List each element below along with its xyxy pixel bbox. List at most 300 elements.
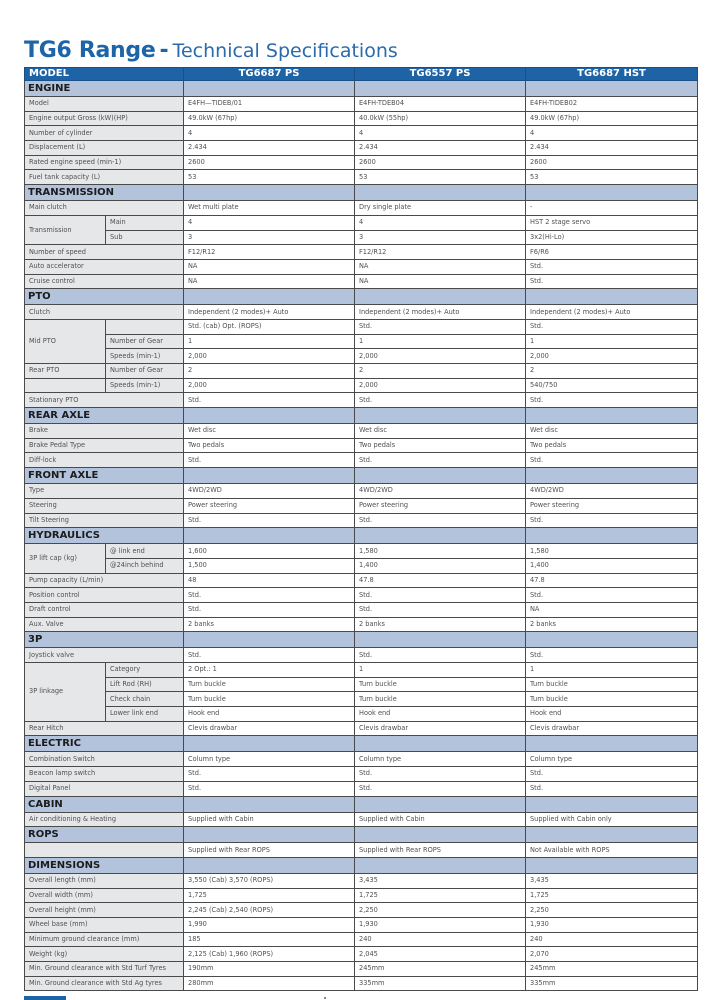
spec-value: 2 banks <box>355 617 526 632</box>
section-band-cell <box>526 528 698 544</box>
section-band-cell <box>184 81 355 97</box>
section-band-cell <box>355 857 526 873</box>
spec-row <box>25 453 698 468</box>
spec-value: Std. <box>184 602 355 617</box>
spec-value: 185 <box>184 932 355 947</box>
spec-value: 1,930 <box>526 917 698 932</box>
spec-value: Two pedals <box>355 438 526 453</box>
spec-value: Turn buckle <box>526 692 698 707</box>
spec-value: Dry single plate <box>355 201 526 216</box>
spec-row <box>25 976 698 991</box>
spec-value: Column type <box>184 752 355 767</box>
spec-value: 2,000 <box>355 349 526 364</box>
section-band-cell <box>355 827 526 843</box>
spec-value: Std. <box>184 648 355 663</box>
spec-row <box>25 903 698 918</box>
section-title: TRANSMISSION <box>25 185 184 201</box>
page-title <box>24 38 398 66</box>
spec-value: 2,070 <box>526 947 698 962</box>
spec-row <box>25 319 698 334</box>
section-band-cell <box>184 289 355 305</box>
spec-label: Position control <box>25 588 184 603</box>
spec-value: Std. <box>184 513 355 528</box>
spec-value: E4FH—TIDEB/01 <box>184 97 355 112</box>
spec-label: Diff-lock <box>25 453 184 468</box>
section-row-pto <box>25 289 698 305</box>
spec-value: 2600 <box>355 155 526 170</box>
spec-row <box>25 677 698 692</box>
spec-label: Rated engine speed (min-1) <box>25 155 184 170</box>
section-row-electric <box>25 736 698 752</box>
spec-row <box>25 230 698 245</box>
spec-value: 49.0kW (67hp) <box>526 111 698 126</box>
spec-row <box>25 155 698 170</box>
spec-value: 1 <box>526 663 698 678</box>
spec-label: Min. Ground clearance with Std Turf Tyres <box>25 962 184 977</box>
spec-value: Wet disc <box>526 424 698 439</box>
spec-value: Std. <box>526 274 698 289</box>
spec-value: Std. <box>526 648 698 663</box>
spec-row <box>25 721 698 736</box>
spec-value: Std. <box>355 588 526 603</box>
spec-value: - <box>526 201 698 216</box>
spec-value: 3,435 <box>355 873 526 888</box>
spec-label: Tilt Steering <box>25 513 184 528</box>
spec-value: 1,725 <box>526 888 698 903</box>
spec-value: Std. <box>184 588 355 603</box>
spec-value: Wet disc <box>184 424 355 439</box>
spec-label: Pump capacity (L/min) <box>25 573 184 588</box>
spec-value: Std. <box>355 319 526 334</box>
spec-value: 2 Opt.: 1 <box>184 663 355 678</box>
spec-value: 1,400 <box>526 558 698 573</box>
spec-value: Std. <box>355 767 526 782</box>
spec-value: 4 <box>184 126 355 141</box>
spec-row <box>25 513 698 528</box>
spec-label: Joystick valve <box>25 648 184 663</box>
spec-value: 1,600 <box>184 544 355 559</box>
spec-value: 4 <box>355 126 526 141</box>
section-band-cell <box>526 289 698 305</box>
spec-row <box>25 111 698 126</box>
spec-label: Steering <box>25 498 184 513</box>
spec-value: 1,580 <box>526 544 698 559</box>
spec-group-label: Transmission <box>25 215 106 244</box>
spec-value: 245mm <box>355 962 526 977</box>
spec-row <box>25 588 698 603</box>
spec-value: Power steering <box>355 498 526 513</box>
spec-label: Main clutch <box>25 201 184 216</box>
spec-label: Brake Pedal Type <box>25 438 184 453</box>
spec-value: Std. <box>355 513 526 528</box>
spec-row <box>25 393 698 408</box>
spec-value: Turn buckle <box>355 677 526 692</box>
spec-row <box>25 843 698 858</box>
spec-value: Std. <box>355 781 526 796</box>
title-dash: - <box>159 38 169 63</box>
spec-row <box>25 962 698 977</box>
spec-value: Independent (2 modes)+ Auto <box>355 305 526 320</box>
spec-value: 3,550 (Cab) 3,570 (ROPS) <box>184 873 355 888</box>
spec-value: Turn buckle <box>184 677 355 692</box>
spec-value: Independent (2 modes)+ Auto <box>526 305 698 320</box>
spec-value: 2600 <box>184 155 355 170</box>
spec-value: Std. <box>355 453 526 468</box>
spec-row <box>25 349 698 364</box>
spec-value: Column type <box>526 752 698 767</box>
spec-row <box>25 334 698 349</box>
section-band-cell <box>526 736 698 752</box>
spec-row <box>25 498 698 513</box>
model-column-header: TG6557 PS <box>355 68 526 81</box>
spec-value: 4WD/2WD <box>355 484 526 499</box>
spec-value: 2 banks <box>526 617 698 632</box>
spec-value: 2.434 <box>184 141 355 156</box>
section-band-cell <box>184 857 355 873</box>
spec-label: Overall width (mm) <box>25 888 184 903</box>
spec-value: Std. <box>184 453 355 468</box>
section-band-cell <box>184 736 355 752</box>
section-band-cell <box>184 827 355 843</box>
section-title: ELECTRIC <box>25 736 184 752</box>
spec-row <box>25 873 698 888</box>
section-band-cell <box>526 81 698 97</box>
spec-value: 1,500 <box>184 558 355 573</box>
spec-value: 1,990 <box>184 917 355 932</box>
spec-value: 335mm <box>526 976 698 991</box>
spec-value: Std. <box>526 588 698 603</box>
spec-row <box>25 917 698 932</box>
spec-row <box>25 707 698 722</box>
spec-value: 2,250 <box>526 903 698 918</box>
spec-row <box>25 141 698 156</box>
spec-group-label: Rear PTO <box>25 364 106 379</box>
spec-row <box>25 378 698 393</box>
spec-label: Number of speed <box>25 245 184 260</box>
spec-sub-label: Speeds (min-1) <box>106 349 184 364</box>
spec-value: Two pedals <box>184 438 355 453</box>
section-band-cell <box>355 81 526 97</box>
spec-sub-label: @ link end <box>106 544 184 559</box>
spec-value: Turn buckle <box>355 692 526 707</box>
spec-row <box>25 767 698 782</box>
section-band-cell <box>526 827 698 843</box>
model-column-header: TG6687 PS <box>184 68 355 81</box>
spec-value: 3x2(Hi-Lo) <box>526 230 698 245</box>
spec-value: Std. <box>526 767 698 782</box>
section-title: FRONT AXLE <box>25 468 184 484</box>
spec-value: Column type <box>355 752 526 767</box>
spec-value: Not Available with ROPS <box>526 843 698 858</box>
title-subtitle: Technical Specifications <box>172 40 398 62</box>
spec-value: 2,250 <box>355 903 526 918</box>
spec-row <box>25 648 698 663</box>
spec-value: Supplied with Cabin <box>355 812 526 827</box>
spec-row <box>25 932 698 947</box>
spec-row <box>25 617 698 632</box>
title-range: TG6 Range <box>24 38 156 63</box>
spec-row <box>25 364 698 379</box>
spec-row <box>25 888 698 903</box>
spec-value: 335mm <box>355 976 526 991</box>
spec-value: Wet multi plate <box>184 201 355 216</box>
spec-value: Turn buckle <box>184 692 355 707</box>
spec-row <box>25 305 698 320</box>
spec-value: 47.8 <box>355 573 526 588</box>
spec-row <box>25 97 698 112</box>
section-title: ENGINE <box>25 81 184 97</box>
section-band-cell <box>184 796 355 812</box>
spec-value: Std. <box>184 393 355 408</box>
spec-value: Supplied with Rear ROPS <box>355 843 526 858</box>
spec-row <box>25 201 698 216</box>
spec-value: 2,000 <box>184 349 355 364</box>
spec-row <box>25 781 698 796</box>
spec-value: Hook end <box>355 707 526 722</box>
spec-value: Two pedals <box>526 438 698 453</box>
spec-row <box>25 558 698 573</box>
section-title: DIMENSIONS <box>25 857 184 873</box>
spec-row <box>25 812 698 827</box>
spec-value: 4 <box>526 126 698 141</box>
spec-value: 4 <box>355 215 526 230</box>
section-row-rear-axle <box>25 408 698 424</box>
spec-value: 4WD/2WD <box>526 484 698 499</box>
spec-value: 53 <box>526 170 698 185</box>
spec-value: Hook end <box>184 707 355 722</box>
spec-value: Std. <box>184 781 355 796</box>
spec-label: Minimum ground clearance (mm) <box>25 932 184 947</box>
spec-row <box>25 752 698 767</box>
spec-sub-label: Number of Gear <box>106 364 184 379</box>
spec-group-label-empty <box>25 378 106 393</box>
spec-value: Std. <box>526 259 698 274</box>
section-band-cell <box>184 468 355 484</box>
section-row-front-axle <box>25 468 698 484</box>
section-band-cell <box>526 632 698 648</box>
spec-label: Min. Ground clearance with Std Ag tyres <box>25 976 184 991</box>
spec-row <box>25 424 698 439</box>
spec-value: Std. <box>526 453 698 468</box>
spec-row <box>25 663 698 678</box>
spec-value: Power steering <box>526 498 698 513</box>
spec-value: Supplied with Cabin <box>184 812 355 827</box>
spec-value: NA <box>184 274 355 289</box>
spec-sub-label: Lift Rod (RH) <box>106 677 184 692</box>
section-row-dimensions <box>25 857 698 873</box>
spec-label: Cruise control <box>25 274 184 289</box>
spec-row <box>25 215 698 230</box>
spec-value: 53 <box>355 170 526 185</box>
section-band-cell <box>355 468 526 484</box>
spec-sub-label: Speeds (min-1) <box>106 378 184 393</box>
spec-label: Overall length (mm) <box>25 873 184 888</box>
spec-value: 190mm <box>184 962 355 977</box>
spec-label: Draft control <box>25 602 184 617</box>
spec-value: Std. <box>526 319 698 334</box>
section-band-cell <box>184 185 355 201</box>
section-band-cell <box>526 408 698 424</box>
spec-label: Rear Hitch <box>25 721 184 736</box>
spec-value: 2,000 <box>526 349 698 364</box>
spec-value: 2 <box>526 364 698 379</box>
section-band-cell <box>355 289 526 305</box>
section-band-cell <box>184 408 355 424</box>
spec-label: Stationary PTO <box>25 393 184 408</box>
spec-value: 1,580 <box>355 544 526 559</box>
spec-value: Turn buckle <box>526 677 698 692</box>
spec-label: Brake <box>25 424 184 439</box>
spec-label: Wheel base (mm) <box>25 917 184 932</box>
spec-label <box>25 843 184 858</box>
spec-sub-label: Number of Gear <box>106 334 184 349</box>
spec-value: 3,435 <box>526 873 698 888</box>
section-band-cell <box>355 528 526 544</box>
spec-value: 47.8 <box>526 573 698 588</box>
spec-value: F12/R12 <box>184 245 355 260</box>
spec-label: Weight (kg) <box>25 947 184 962</box>
spec-value: 2.434 <box>355 141 526 156</box>
spec-value: Std. <box>526 393 698 408</box>
spec-value: 1,725 <box>355 888 526 903</box>
spec-row <box>25 438 698 453</box>
spec-value: Clevis drawbar <box>526 721 698 736</box>
spec-label: Aux. Valve <box>25 617 184 632</box>
spec-group-label: Mid PTO <box>25 319 106 363</box>
spec-value: Std. <box>526 781 698 796</box>
spec-value: 240 <box>526 932 698 947</box>
spec-value: 49.0kW (67hp) <box>184 111 355 126</box>
spec-value: Std. <box>355 393 526 408</box>
section-title: CABIN <box>25 796 184 812</box>
spec-value: NA <box>355 259 526 274</box>
spec-sub-label: @24inch behind <box>106 558 184 573</box>
spec-value: 2.434 <box>526 141 698 156</box>
spec-table <box>24 67 698 991</box>
section-band-cell <box>526 468 698 484</box>
section-band-cell <box>355 408 526 424</box>
spec-value: E4FH-TDEB04 <box>355 97 526 112</box>
spec-value: E4FH-TIDEB02 <box>526 97 698 112</box>
spec-value: 1 <box>355 334 526 349</box>
spec-row <box>25 544 698 559</box>
spec-value: 3 <box>184 230 355 245</box>
spec-value: NA <box>526 602 698 617</box>
spec-row <box>25 259 698 274</box>
spec-label: Type <box>25 484 184 499</box>
spec-value: 1 <box>184 334 355 349</box>
spec-label: Air conditioning & Heating <box>25 812 184 827</box>
section-band-cell <box>526 857 698 873</box>
spec-value: 2600 <box>526 155 698 170</box>
section-band-cell <box>355 632 526 648</box>
spec-value: Hook end <box>526 707 698 722</box>
section-title: PTO <box>25 289 184 305</box>
spec-label: Displacement (L) <box>25 141 184 156</box>
spec-value: 240 <box>355 932 526 947</box>
spec-value: 540/750 <box>526 378 698 393</box>
spec-value: Std. <box>526 513 698 528</box>
spec-value: 1,725 <box>184 888 355 903</box>
section-band-cell <box>184 632 355 648</box>
section-band-cell <box>355 185 526 201</box>
spec-value: 280mm <box>184 976 355 991</box>
spec-value: Supplied with Rear ROPS <box>184 843 355 858</box>
spec-value: NA <box>184 259 355 274</box>
spec-sub-label: Check chain <box>106 692 184 707</box>
spec-value: Std. <box>355 648 526 663</box>
spec-value: 1 <box>355 663 526 678</box>
spec-value: 4WD/2WD <box>184 484 355 499</box>
spec-value: F6/R6 <box>526 245 698 260</box>
section-row-cabin <box>25 796 698 812</box>
spec-label: Overall height (mm) <box>25 903 184 918</box>
spec-value: Std. <box>355 602 526 617</box>
spec-value: 1,400 <box>355 558 526 573</box>
spec-label: Model <box>25 97 184 112</box>
spec-value: Power steering <box>184 498 355 513</box>
spec-sub-label <box>106 319 184 334</box>
section-row-three-p <box>25 632 698 648</box>
spec-value: 1 <box>526 334 698 349</box>
spec-value: Std. <box>184 767 355 782</box>
spec-label: Digital Panel <box>25 781 184 796</box>
spec-label: Auto accelerator <box>25 259 184 274</box>
section-band-cell <box>526 796 698 812</box>
spec-value: Clevis drawbar <box>355 721 526 736</box>
model-header: MODEL <box>25 68 184 81</box>
spec-value: 40.0kW (55hp) <box>355 111 526 126</box>
section-row-hydraulics <box>25 528 698 544</box>
spec-value: 3 <box>355 230 526 245</box>
section-row-transmission <box>25 185 698 201</box>
header-row <box>25 68 698 81</box>
spec-value: 48 <box>184 573 355 588</box>
spec-value: 1,930 <box>355 917 526 932</box>
footer-page-marker <box>324 997 326 999</box>
spec-label: Number of cylinder <box>25 126 184 141</box>
section-band-cell <box>355 796 526 812</box>
spec-value: 2,000 <box>355 378 526 393</box>
spec-value: Wet disc <box>355 424 526 439</box>
spec-label: Engine output Gross (kW)(HP) <box>25 111 184 126</box>
spec-row <box>25 602 698 617</box>
model-column-header: TG6687 HST <box>526 68 698 81</box>
spec-value: F12/R12 <box>355 245 526 260</box>
spec-row <box>25 573 698 588</box>
spec-value: HST 2 stage servo <box>526 215 698 230</box>
spec-label: Fuel tank capacity (L) <box>25 170 184 185</box>
spec-sub-label: Sub <box>106 230 184 245</box>
spec-value: NA <box>355 274 526 289</box>
spec-value: 4 <box>184 215 355 230</box>
spec-row <box>25 245 698 260</box>
spec-row <box>25 274 698 289</box>
spec-value: 2,000 <box>184 378 355 393</box>
spec-value: 2,245 (Cab) 2,540 (ROPS) <box>184 903 355 918</box>
section-band-cell <box>355 736 526 752</box>
spec-sub-label: Lower link end <box>106 707 184 722</box>
spec-label: Clutch <box>25 305 184 320</box>
spec-row <box>25 126 698 141</box>
spec-row <box>25 484 698 499</box>
spec-sub-label: Category <box>106 663 184 678</box>
section-title: HYDRAULICS <box>25 528 184 544</box>
spec-group-label: 3P linkage <box>25 663 106 722</box>
spec-value: 2 <box>184 364 355 379</box>
section-title: REAR AXLE <box>25 408 184 424</box>
spec-value: Std. (cab) Opt. (ROPS) <box>184 319 355 334</box>
